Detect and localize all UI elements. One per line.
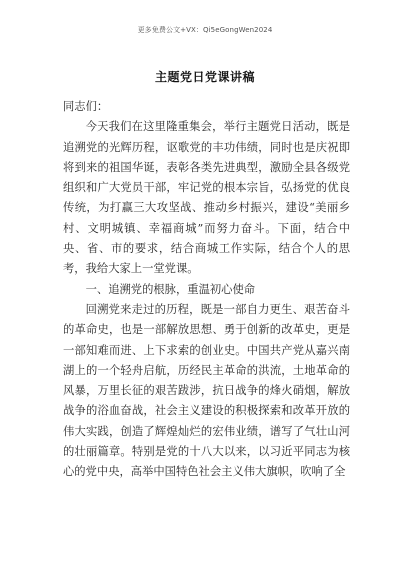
page-title: 主题党日党课讲稿	[154, 70, 255, 84]
section-paragraph: 回溯党来走过的历程，既是一部自力更生、艰苦奋斗的革命史，也是一部解放思想、勇于创新的改革史，更是一部知难而进、上下求索的创业史。中国共产党从嘉兴南湖上的一个轻舟启航，历经民主革命的洪流，土地革命的风暴，万里长征的艰苦跋涉，抗日战争的烽火硝烟，解放战争的浴血奋战，社会主义建设的积极探索和改革开放的伟大实践，创造了辉煌灿烂的宏伟业绩，谱写了气壮山河的壮丽篇章。特别是党的十八大以来，以习近平同志为核心的党中央，高举中国特色社会主义伟大旗帜，吹响了全	[63, 302, 350, 479]
section-heading: 一、追溯党的根脉，重温初心使命	[85, 282, 256, 296]
intro-paragraph: 今天我们在这里隆重集会，举行主题党日活动，既是追溯党的光辉历程，讴歌党的丰功伟绩，同时也是庆祝即将到来的祖国华诞，表彰各类先进典型，激励全县各级党组织和广大党员干部，牢记党的根本宗旨，弘扬党的优良传统，为打赢三大攻坚战、推动乡村振兴，建设“美丽乡村、文明城镇、幸福商城”而努力奋斗。下面，结合中央、省、市的要求，结合商城工作实际，结合个人的思考，我给大家上一堂党课。	[63, 120, 350, 276]
watermark-text: 更多免费公文+VX：Qi5eGongWen2024	[137, 26, 273, 34]
greeting: 同志们：	[63, 100, 109, 113]
document-body	[63, 97, 350, 483]
